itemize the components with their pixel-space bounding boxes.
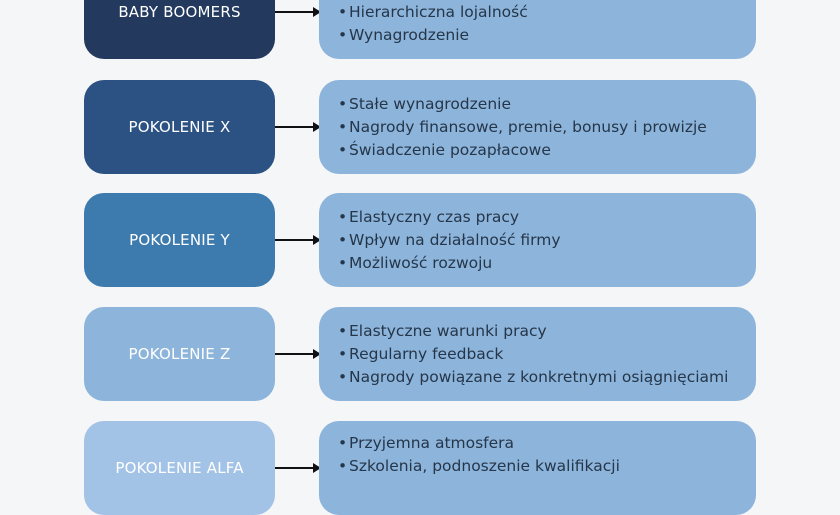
generation-row-alfa xyxy=(0,421,840,515)
bullet-icon: • xyxy=(338,344,348,363)
value-text: Elastyczny czas pracy xyxy=(349,207,520,226)
bullet-icon: • xyxy=(338,26,348,44)
generation-row-baby-boomers xyxy=(0,0,840,59)
values-box-baby-boomers xyxy=(319,0,756,59)
values-box-x xyxy=(319,80,756,174)
bullet-icon: • xyxy=(338,207,348,226)
generation-label: POKOLENIE Y xyxy=(129,231,230,249)
value-text: Regularny feedback xyxy=(349,344,504,363)
generation-box-z xyxy=(84,307,275,401)
generation-box-y xyxy=(84,193,275,287)
generation-label: POKOLENIE X xyxy=(128,118,231,136)
value-item xyxy=(338,229,756,252)
value-item xyxy=(338,366,756,389)
value-text: Wpływ na działalność firmy xyxy=(349,230,561,249)
value-item xyxy=(338,139,756,162)
value-item xyxy=(338,206,756,229)
bullet-icon: • xyxy=(338,457,348,475)
arrow-icon xyxy=(275,239,319,241)
arrow-icon xyxy=(275,126,319,128)
generation-label: POKOLENIE ALFA xyxy=(115,459,244,477)
generation-box-baby-boomers xyxy=(84,0,275,59)
bullet-icon: • xyxy=(338,3,348,21)
generation-row-x xyxy=(0,80,840,174)
bullet-icon: • xyxy=(338,230,348,249)
bullet-icon: • xyxy=(338,434,348,452)
bullet-icon: • xyxy=(338,253,348,272)
value-text: Nagrody finansowe, premie, bonusy i prowizje xyxy=(349,117,707,136)
value-text: Przyjemna atmosfera xyxy=(349,434,515,452)
values-box-alfa xyxy=(319,421,756,515)
bullet-icon: • xyxy=(338,140,348,159)
value-item xyxy=(338,432,756,455)
generation-label: BABY BOOMERS xyxy=(118,3,241,21)
values-box-y xyxy=(319,193,756,287)
value-text: Elastyczne warunki pracy xyxy=(349,321,547,340)
value-item xyxy=(338,1,756,24)
arrow-icon xyxy=(275,467,319,469)
bullet-icon: • xyxy=(338,117,348,136)
bullet-icon: • xyxy=(338,94,348,113)
generation-row-y xyxy=(0,193,840,287)
value-item xyxy=(338,93,756,116)
value-item xyxy=(338,320,756,343)
values-box-z xyxy=(319,307,756,401)
bullet-icon: • xyxy=(338,321,348,340)
generation-row-z xyxy=(0,307,840,401)
value-text: Możliwość rozwoju xyxy=(349,253,493,272)
value-text: Szkolenia, podnoszenie kwalifikacji xyxy=(349,457,620,475)
value-text: Hierarchiczna lojalność xyxy=(349,3,528,21)
value-item xyxy=(338,455,756,478)
generation-box-alfa xyxy=(84,421,275,515)
arrow-icon xyxy=(275,11,319,13)
value-item xyxy=(338,116,756,139)
value-text: Stałe wynagrodzenie xyxy=(349,94,511,113)
value-item xyxy=(338,343,756,366)
generation-box-x xyxy=(84,80,275,174)
bullet-icon: • xyxy=(338,367,348,386)
generation-label: POKOLENIE Z xyxy=(128,345,231,363)
value-item xyxy=(338,252,756,275)
arrow-icon xyxy=(275,353,319,355)
value-text: Świadczenie pozapłacowe xyxy=(349,140,551,159)
value-item xyxy=(338,24,756,47)
value-text: Wynagrodzenie xyxy=(349,26,470,44)
value-text: Nagrody powiązane z konkretnymi osiągnięciami xyxy=(349,367,729,386)
